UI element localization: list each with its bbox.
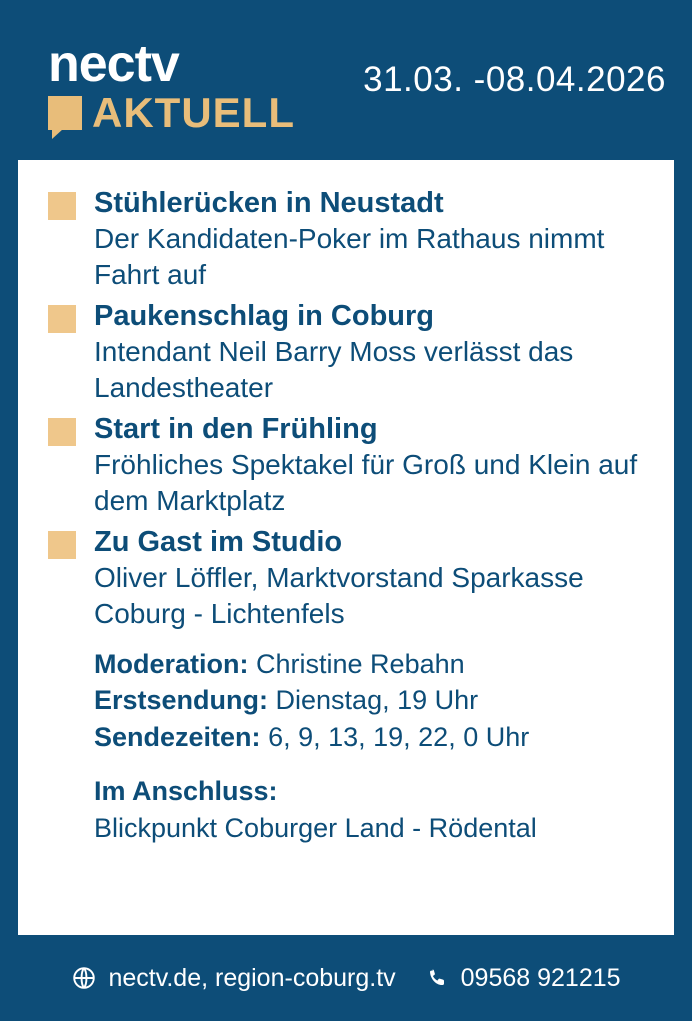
poster-header [0,0,692,160]
closing-block [94,774,652,846]
phone-number: 09568 921215 [460,963,621,992]
date-range: 31.03. -08.04.2026 [363,60,666,99]
topic-description: Fröhliches Spektakel für Groß und Klein auf dem Marktplatz [94,448,638,516]
meta-label: Erstsendung: [94,685,269,716]
broadcast-meta [94,646,652,756]
phone-icon [426,966,450,990]
speech-bubble-icon [48,96,82,130]
list-item [40,186,652,293]
topic-title: Stühlerücken in Neustadt [94,187,444,219]
content-card [18,160,674,935]
website-info[interactable] [71,964,395,993]
topic-text [94,186,652,293]
square-bullet-icon [48,305,76,333]
meta-label: Sendezeiten: [94,721,261,752]
topic-description: Oliver Löffler, Marktvorstand Sparkasse Coburg - Lichtenfels [94,561,584,629]
list-item [40,525,652,632]
phone-info[interactable] [426,964,621,993]
meta-value: Dienstag, 19 Uhr [275,685,479,716]
logo-subtitle-row [48,89,295,136]
meta-value: Christine Rebahn [256,648,465,679]
logo [48,35,295,136]
topic-text [94,525,652,632]
square-bullet-icon [48,418,76,446]
closing-label: Im Anschluss: [94,775,278,806]
logo-subtitle: AKTUELL [92,89,295,136]
meta-row-erstsendung [94,682,652,719]
list-item [40,299,652,406]
topic-title: Paukenschlag in Coburg [94,299,434,332]
topic-description: Der Kandidaten-Poker im Rathaus nimmt Fahrt auf [94,223,605,291]
meta-row-sendezeiten [94,719,652,756]
globe-icon [71,965,97,991]
topic-description: Intendant Neil Barry Moss verlässt das Landestheater [94,336,574,403]
poster-footer [0,935,692,1021]
meta-row-moderation [94,646,652,683]
topic-text [94,412,652,519]
logo-name: nectv [48,35,179,93]
square-bullet-icon [48,531,76,559]
meta-label: Moderation: [94,648,249,679]
closing-text: Blickpunkt Coburger Land - Rödental [94,812,537,843]
meta-value: 6, 9, 13, 19, 22, 0 Uhr [268,721,530,752]
topic-text [94,299,652,406]
list-item [40,412,652,519]
topic-title: Zu Gast im Studio [94,525,343,558]
square-bullet-icon [48,192,76,220]
topic-title: Start in den Frühling [94,412,378,445]
website-text: nectv.de, region-coburg.tv [108,963,396,992]
